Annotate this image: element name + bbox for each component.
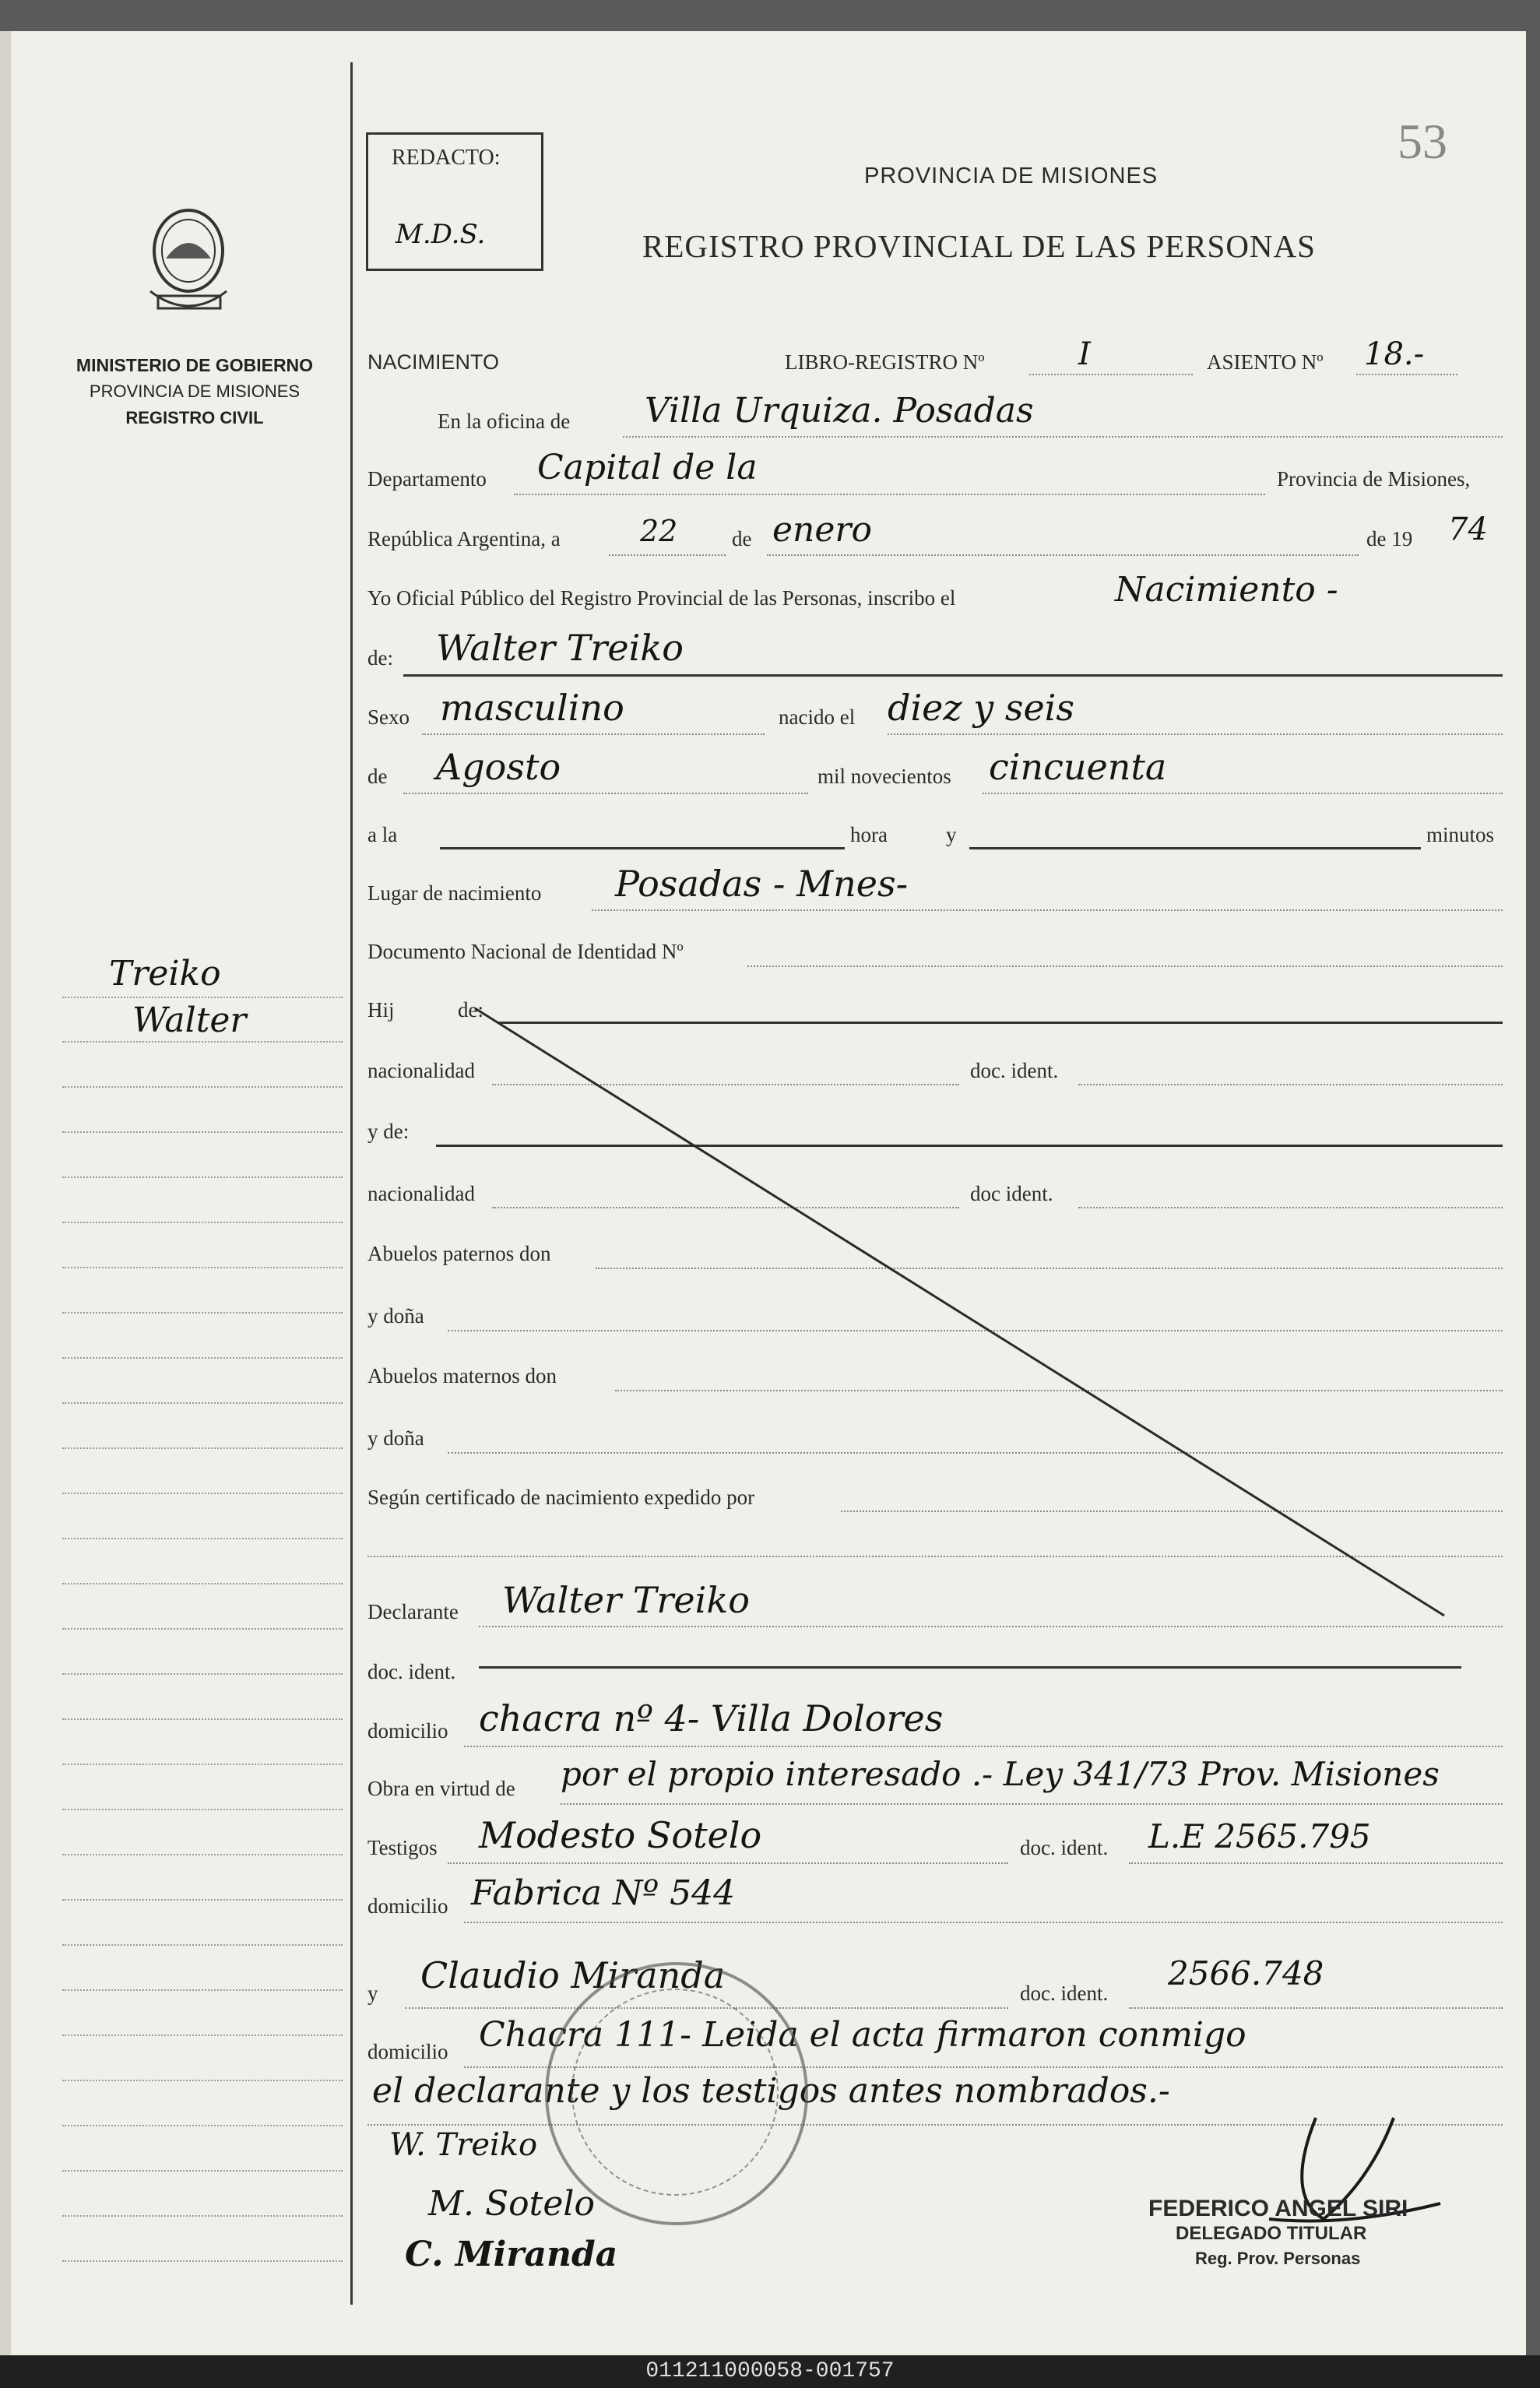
oficial-label: Yo Oficial Público del Registro Provincial de las Personas, inscribo el — [367, 586, 956, 610]
dia-value: 22 — [640, 514, 678, 548]
hij-label: Hij — [367, 998, 395, 1022]
ministry-line2: PROVINCIA DE MISIONES — [89, 382, 301, 401]
signature-declarante: W. Treiko — [389, 2127, 538, 2163]
mil-label: mil novecientos — [817, 765, 951, 788]
testigo2-doc-label: doc. ident. — [1020, 1982, 1109, 2005]
cierre-value: el declarante y los testigos antes nombrados.- — [372, 2071, 1170, 2111]
testigos-doc-label: doc. ident. — [1020, 1836, 1109, 1859]
hij-de-label: de: — [458, 998, 483, 1022]
sexo-label: Sexo — [367, 705, 410, 729]
testigos-doc-value: L.E 2565.795 — [1148, 1817, 1371, 1855]
obra-value: por el propio interesado .- Ley 341/73 Prov. Misiones — [561, 1755, 1440, 1793]
official-office: Reg. Prov. Personas — [1195, 2249, 1361, 2268]
provincia-label: Provincia de Misiones, — [1277, 467, 1471, 491]
mes-value: enero — [772, 510, 872, 550]
y2-label: y — [367, 1982, 378, 2005]
testigos-label: Testigos — [367, 1836, 438, 1859]
oficial-value: Nacimiento - — [1115, 570, 1338, 610]
asiento-label: ASIENTO Nº — [1207, 350, 1324, 374]
ala-label: a la — [367, 823, 398, 846]
abuelos-mat-label: Abuelos maternos don — [367, 1364, 557, 1387]
margin-note-surname: Treiko — [109, 954, 221, 994]
testigos-value: Modesto Sotelo — [479, 1814, 762, 1856]
nacido-value: diez y seis — [888, 687, 1074, 729]
document-page — [0, 31, 1526, 2355]
nacido-label: nacido el — [779, 705, 856, 729]
de2-label: de: — [367, 646, 393, 670]
domicilio1-label: domicilio — [367, 1719, 448, 1743]
nombre-value: Walter Treiko — [436, 627, 684, 669]
obra-label: Obra en virtud de — [367, 1777, 515, 1800]
asiento-value: 18.- — [1364, 336, 1425, 372]
domicilio1-value: chacra nº 4- Villa Dolores — [479, 1697, 944, 1739]
oficina-label: En la oficina de — [438, 410, 571, 433]
yde-label: y de: — [367, 1120, 410, 1143]
domicilio2-value: Fabrica Nº 544 — [471, 1873, 736, 1913]
domicilio3-value: Chacra 111- Leida el acta firmaron conmigo — [479, 2015, 1246, 2055]
nacimiento-label: NACIMIENTO — [367, 350, 500, 374]
signature-testigo1: M. Sotelo — [428, 2184, 595, 2224]
lugar-value: Posadas - Mnes- — [615, 863, 909, 905]
de-label: de — [732, 527, 752, 550]
anio-label: de 19 — [1366, 527, 1413, 550]
departamento-value: Capital de la — [537, 448, 758, 487]
minutos-label: minutos — [1426, 823, 1495, 846]
redacto-value: M.D.S. — [396, 219, 486, 250]
republica-label: República Argentina, a — [367, 527, 561, 550]
testigo2-doc-value: 2566.748 — [1168, 1954, 1324, 1992]
nac1-label: nacionalidad — [367, 1059, 475, 1082]
redacto-label: REDACTO: — [392, 146, 501, 170]
documento-label: Documento Nacional de Identidad Nº — [367, 940, 684, 963]
anio-nac-value: cincuenta — [989, 746, 1167, 788]
official-name: FEDERICO ANGEL SIRI — [1148, 2196, 1408, 2221]
testigo2-value: Claudio Miranda — [420, 1954, 726, 1996]
departamento-label: Departamento — [367, 467, 487, 491]
hora-label: hora — [850, 823, 888, 846]
segun-label: Según certificado de nacimiento expedido por — [367, 1486, 755, 1509]
ministry-line3: REGISTRO CIVIL — [125, 408, 264, 427]
docident-label: doc. ident. — [367, 1660, 456, 1683]
ydona1-label: y doña — [367, 1304, 424, 1328]
domicilio3-label: domicilio — [367, 2040, 448, 2063]
official-title: DELEGADO TITULAR — [1176, 2223, 1367, 2244]
doc1-label: doc. ident. — [970, 1059, 1059, 1082]
header-province: PROVINCIA DE MISIONES — [864, 164, 1159, 188]
ydona2-label: y doña — [367, 1426, 424, 1450]
declarante-label: Declarante — [367, 1600, 459, 1623]
sexo-value: masculino — [440, 687, 624, 729]
abuelos-pat-label: Abuelos paternos don — [367, 1242, 551, 1265]
domicilio2-label: domicilio — [367, 1894, 448, 1918]
margin-note-name: Walter — [132, 1001, 247, 1040]
footer-code: 011211000058-001757 — [0, 2355, 1540, 2388]
doc2-label: doc ident. — [970, 1182, 1053, 1205]
anio-value: 74 — [1448, 512, 1488, 547]
nac2-label: nacionalidad — [367, 1182, 475, 1205]
page-number: 53 — [1398, 114, 1447, 169]
libro-value: I — [1078, 336, 1091, 372]
de3-label: de — [367, 765, 388, 788]
signature-testigo2: C. Miranda — [405, 2235, 618, 2274]
oficina-value: Villa Urquiza. Posadas — [645, 391, 1034, 431]
lugar-label: Lugar de nacimiento — [367, 881, 542, 905]
libro-label: LIBRO-REGISTRO Nº — [785, 350, 985, 374]
header-registry: REGISTRO PROVINCIAL DE LAS PERSONAS — [642, 228, 1316, 264]
declarante-value: Walter Treiko — [502, 1579, 750, 1621]
ministry-line1: MINISTERIO DE GOBIERNO — [76, 355, 314, 375]
y-label: y — [946, 823, 957, 846]
mes-nac-value: Agosto — [436, 746, 561, 788]
